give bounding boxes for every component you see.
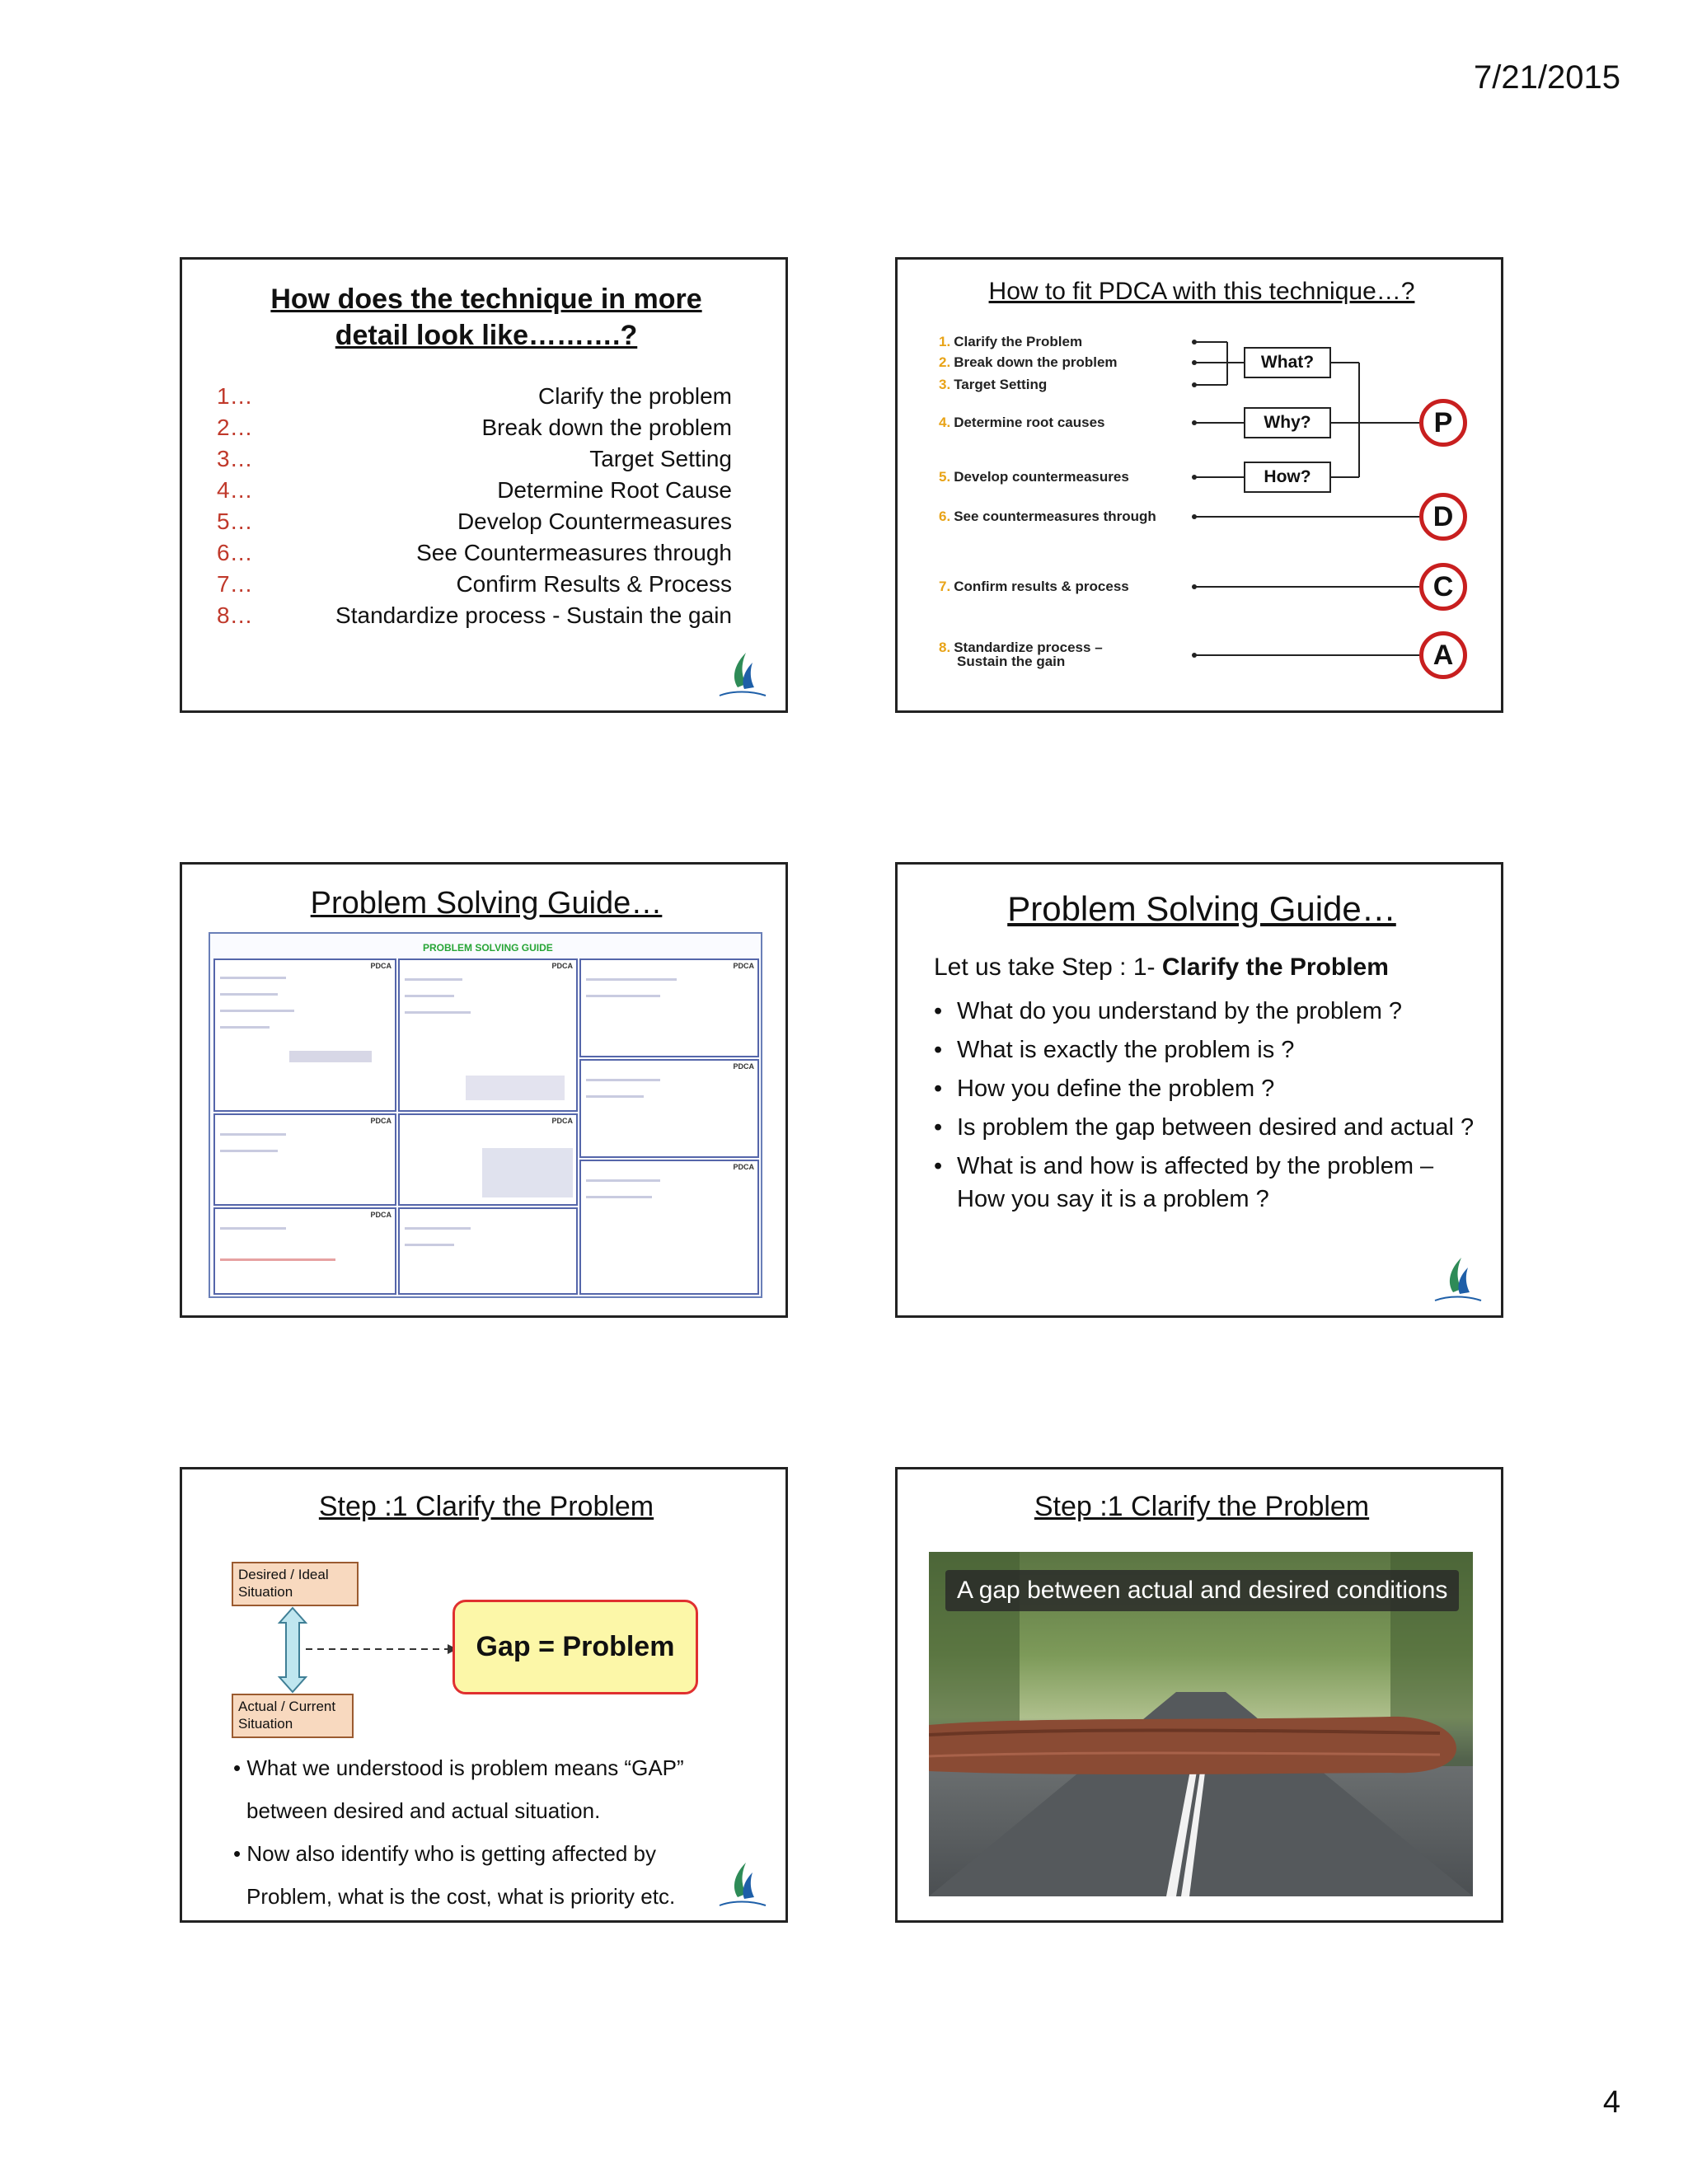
slide-road-gap-photo — [895, 1467, 1503, 1923]
page-date: 7/21/2015 — [1474, 59, 1620, 96]
step-label: Determine Root Cause — [497, 477, 732, 503]
guide-panel — [579, 958, 759, 1057]
pdca-act-circle: A — [1419, 631, 1467, 679]
pdca-step-number: 7. — [939, 579, 951, 594]
slide-problem-solving-guide-step1 — [895, 862, 1503, 1318]
step-label: See Countermeasures through — [416, 540, 732, 565]
guide-panel — [213, 1113, 396, 1206]
slide-technique-detail — [180, 257, 788, 713]
company-logo-icon — [713, 644, 771, 702]
guide-title: PROBLEM SOLVING GUIDE — [423, 942, 553, 954]
step-label: Break down the problem — [481, 415, 732, 440]
bullet-line: • What we understood is problem means “GAP” — [233, 1755, 684, 1780]
step-label: Standardize process - Sustain the gain — [335, 602, 732, 628]
company-logo-icon — [1428, 1249, 1486, 1307]
pdca-step-continued — [957, 654, 1065, 670]
list-item: • What do you understand by the problem ? — [934, 995, 1478, 1028]
step-number: 1… — [217, 383, 253, 409]
list-item: • What is exactly the problem is ? — [934, 1033, 1478, 1066]
pdca-plan-circle: P — [1419, 399, 1467, 447]
pdca-step — [939, 377, 1047, 393]
step-row — [217, 446, 732, 477]
pdca-step-label: See countermeasures through — [954, 509, 1156, 524]
step-number: 4… — [217, 477, 253, 503]
list-item: • How you define the problem ? — [934, 1072, 1478, 1105]
guide-panel — [579, 1059, 759, 1158]
pdca-check-circle: C — [1419, 563, 1467, 611]
lead-prefix: Let us take Step : 1- — [934, 954, 1162, 981]
gap-arrow-icon — [273, 1606, 462, 1694]
slide-title: Problem Solving Guide… — [310, 886, 663, 921]
panel-header: PDCA — [370, 962, 392, 970]
page-number: 4 — [1602, 2085, 1620, 2120]
bullet-line: Problem, what is the cost, what is priority etc. — [246, 1884, 676, 1909]
step-number: 8… — [217, 602, 253, 628]
company-logo-icon — [713, 1854, 771, 1912]
panel-header: PDCA — [370, 1211, 392, 1219]
question-how: How? — [1244, 462, 1331, 493]
panel-header: PDCA — [733, 1163, 754, 1171]
pdca-step-label: Clarify the Problem — [954, 334, 1083, 349]
pdca-step — [939, 415, 1104, 431]
step-label: Confirm Results & Process — [456, 571, 732, 597]
pdca-step-number: 1. — [939, 334, 951, 349]
step-row — [217, 540, 732, 571]
step-row — [217, 477, 732, 509]
step-number: 6… — [217, 540, 253, 565]
panel-header: PDCA — [551, 962, 573, 970]
problem-solving-guide-thumbnail — [209, 932, 762, 1298]
list-item: • Is problem the gap between desired and actual ? — [934, 1111, 1478, 1144]
guide-panel — [579, 1160, 759, 1295]
step-number: 7… — [217, 571, 253, 597]
guide-panel — [398, 958, 578, 1112]
question-list — [934, 995, 1478, 1221]
step-label: Target Setting — [589, 446, 732, 471]
panel-header: PDCA — [733, 1062, 754, 1071]
actual-situation-box: Actual / Current Situation — [232, 1694, 354, 1738]
question-what: What? — [1244, 347, 1331, 378]
slide-title: Problem Solving Guide… — [1007, 889, 1396, 928]
panel-header: PDCA — [733, 962, 754, 970]
step-row — [217, 509, 732, 540]
title-line-2: detail look like……….? — [335, 320, 638, 351]
title-line-1: How does the technique in more — [270, 284, 702, 315]
guide-panel — [398, 1113, 578, 1206]
bullet-line: between desired and actual situation. — [246, 1798, 601, 1823]
pdca-step-number: 6. — [939, 509, 951, 524]
pdca-step — [939, 469, 1129, 485]
step-row — [217, 415, 732, 446]
step-number: 3… — [217, 446, 253, 471]
slide-title — [182, 281, 788, 354]
lead-text — [934, 954, 1389, 982]
lead-step-name: Clarify the Problem — [1161, 954, 1389, 981]
panel-header: PDCA — [370, 1117, 392, 1125]
step-label: Develop Countermeasures — [457, 509, 732, 534]
pdca-step-label: Determine root causes — [954, 415, 1105, 430]
desired-situation-box: Desired / Ideal Situation — [232, 1562, 359, 1606]
slide-title: How to fit PDCA with this technique…? — [988, 278, 1415, 305]
slide-title: Step :1 Clarify the Problem — [1034, 1491, 1370, 1522]
gap-problem-box: Gap = Problem — [452, 1600, 698, 1694]
slide-pdca-fit — [895, 257, 1503, 713]
list-item: • What is and how is affected by the problem – How you say it is a problem ? — [934, 1150, 1478, 1216]
slide-gap-equals-problem — [180, 1467, 788, 1923]
pdca-step-label: Develop countermeasures — [954, 469, 1129, 485]
pdca-step-number: 3. — [939, 377, 951, 392]
pdca-step-label: Sustain the gain — [957, 654, 1066, 669]
step-number: 2… — [217, 415, 253, 440]
step-number: 5… — [217, 509, 253, 534]
pdca-step-label: Confirm results & process — [954, 579, 1129, 594]
pdca-step-number: 4. — [939, 415, 951, 430]
pdca-step-label: Standardize process – — [954, 640, 1103, 655]
pdca-step — [939, 354, 1118, 371]
pdca-step-number: 2. — [939, 354, 951, 370]
pdca-do-circle: D — [1419, 493, 1467, 541]
pdca-step-number: 5. — [939, 469, 951, 485]
step-label: Clarify the problem — [538, 383, 732, 409]
pdca-step — [939, 509, 1156, 525]
bullet-line: • Now also identify who is getting affected by — [233, 1841, 657, 1866]
road-blocked-photo — [929, 1552, 1473, 1896]
step-row — [217, 602, 732, 634]
pdca-step-number: 8. — [939, 640, 951, 655]
pdca-step-label: Target Setting — [954, 377, 1048, 392]
guide-panel — [213, 958, 396, 1112]
pdca-step — [939, 334, 1082, 350]
step-row — [217, 571, 732, 602]
pdca-step — [939, 579, 1129, 595]
slide-problem-solving-guide-image — [180, 862, 788, 1318]
question-why: Why? — [1244, 407, 1331, 438]
slide-title: Step :1 Clarify the Problem — [318, 1491, 654, 1522]
pdca-step-label: Break down the problem — [954, 354, 1118, 370]
step-row — [217, 383, 732, 415]
guide-panel — [213, 1207, 396, 1295]
photo-banner: A gap between actual and desired conditions — [945, 1570, 1459, 1611]
panel-header: PDCA — [551, 1117, 573, 1125]
guide-panel — [398, 1207, 578, 1295]
